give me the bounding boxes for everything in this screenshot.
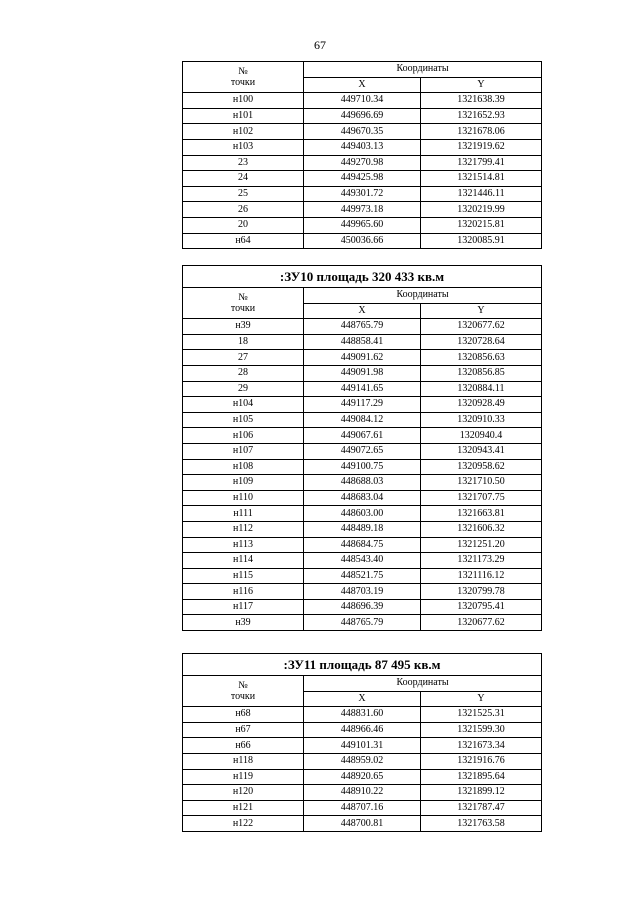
- number-sign: №: [238, 292, 248, 304]
- table-row: [183, 171, 542, 187]
- number-sign: №: [238, 66, 248, 78]
- coordinates-table-zu11: [182, 653, 542, 832]
- table-title: :ЗУ11 площадь 87 495 кв.м: [183, 654, 542, 676]
- y-coordinate: 1320219.99: [421, 202, 542, 218]
- table-row: [183, 365, 542, 381]
- point-id: н121: [183, 800, 304, 816]
- x-coordinate: 448966.46: [304, 722, 421, 738]
- table-row: [183, 108, 542, 124]
- x-coordinate: 449710.34: [304, 93, 421, 109]
- x-coordinate: 449091.62: [304, 350, 421, 366]
- y-coordinate: 1320928.49: [421, 397, 542, 413]
- point-id: н122: [183, 816, 304, 832]
- point-id: н39: [183, 319, 304, 335]
- y-coordinate: 1321673.34: [421, 738, 542, 754]
- table-row: [183, 186, 542, 202]
- point-id: 23: [183, 155, 304, 171]
- point-id: н101: [183, 108, 304, 124]
- x-coordinate: 448683.04: [304, 490, 421, 506]
- y-coordinate: 1320085.91: [421, 233, 542, 249]
- point-id: н105: [183, 412, 304, 428]
- table-row: [183, 233, 542, 249]
- x-coordinate: 448489.18: [304, 521, 421, 537]
- point-id: н118: [183, 753, 304, 769]
- y-coordinate: 1321116.12: [421, 568, 542, 584]
- y-coordinate: 1321525.31: [421, 707, 542, 723]
- y-coordinate: 1321895.64: [421, 769, 542, 785]
- table-header-row: [183, 288, 542, 304]
- x-coordinate: 448543.40: [304, 553, 421, 569]
- x-coordinate: 448910.22: [304, 785, 421, 801]
- x-coordinate: 449670.35: [304, 124, 421, 140]
- x-coordinate: 449425.98: [304, 171, 421, 187]
- point-id: 29: [183, 381, 304, 397]
- point-id: н68: [183, 707, 304, 723]
- x-coordinate: 449403.13: [304, 139, 421, 155]
- y-coordinate: 1321678.06: [421, 124, 542, 140]
- x-coordinate: 450036.66: [304, 233, 421, 249]
- table-row: [183, 738, 542, 754]
- y-header: Y: [421, 691, 542, 707]
- point-id: н67: [183, 722, 304, 738]
- table-row: [183, 381, 542, 397]
- y-header: Y: [421, 303, 542, 319]
- point-id: 20: [183, 217, 304, 233]
- point-id: н106: [183, 428, 304, 444]
- point-label: точки: [230, 691, 256, 703]
- table-title-row: [183, 266, 542, 288]
- x-coordinate: 448703.19: [304, 584, 421, 600]
- y-coordinate: 1320910.33: [421, 412, 542, 428]
- table-row: [183, 490, 542, 506]
- x-coordinate: 448688.03: [304, 475, 421, 491]
- table-header-row: [183, 676, 542, 692]
- x-coordinate: 449141.65: [304, 381, 421, 397]
- point-number-header: [183, 676, 304, 707]
- coordinates-table-1: [182, 61, 542, 249]
- point-id: н102: [183, 124, 304, 140]
- point-id: н112: [183, 521, 304, 537]
- x-coordinate: 449072.65: [304, 443, 421, 459]
- table-row: [183, 155, 542, 171]
- y-coordinate: 1321606.32: [421, 521, 542, 537]
- x-header: X: [304, 77, 421, 93]
- point-id: н64: [183, 233, 304, 249]
- table-row: [183, 553, 542, 569]
- table-row: [183, 800, 542, 816]
- table-row: [183, 217, 542, 233]
- y-coordinate: 1320958.62: [421, 459, 542, 475]
- y-coordinate: 1321916.76: [421, 753, 542, 769]
- x-header: X: [304, 303, 421, 319]
- y-coordinate: 1320215.81: [421, 217, 542, 233]
- point-id: 24: [183, 171, 304, 187]
- table-row: [183, 412, 542, 428]
- table-row: [183, 459, 542, 475]
- x-coordinate: 449101.31: [304, 738, 421, 754]
- x-coordinate: 448959.02: [304, 753, 421, 769]
- y-coordinate: 1320677.62: [421, 615, 542, 631]
- point-id: н107: [183, 443, 304, 459]
- table-row: [183, 397, 542, 413]
- point-label: точки: [230, 77, 256, 89]
- y-coordinate: 1321799.41: [421, 155, 542, 171]
- table-row: [183, 319, 542, 335]
- y-coordinate: 1320677.62: [421, 319, 542, 335]
- point-id: н108: [183, 459, 304, 475]
- x-coordinate: 448684.75: [304, 537, 421, 553]
- point-id: н103: [183, 139, 304, 155]
- x-coordinate: 449965.60: [304, 217, 421, 233]
- x-coordinate: 448707.16: [304, 800, 421, 816]
- point-id: н100: [183, 93, 304, 109]
- y-coordinate: 1321652.93: [421, 108, 542, 124]
- table-row: [183, 521, 542, 537]
- table-row: [183, 506, 542, 522]
- table-row: [183, 202, 542, 218]
- table-row: [183, 568, 542, 584]
- table-row: [183, 443, 542, 459]
- x-coordinate: 448700.81: [304, 816, 421, 832]
- x-coordinate: 448603.00: [304, 506, 421, 522]
- point-id: н115: [183, 568, 304, 584]
- table-row: [183, 816, 542, 832]
- table-row: [183, 615, 542, 631]
- table-header-row: [183, 62, 542, 78]
- x-coordinate: 448696.39: [304, 599, 421, 615]
- point-id: 26: [183, 202, 304, 218]
- coordinates-table-zu10: [182, 265, 542, 631]
- table-row: [183, 599, 542, 615]
- table-row: [183, 707, 542, 723]
- x-coordinate: 449270.98: [304, 155, 421, 171]
- x-coordinate: 449084.12: [304, 412, 421, 428]
- y-coordinate: 1321638.39: [421, 93, 542, 109]
- point-id: н120: [183, 785, 304, 801]
- y-coordinate: 1321787.47: [421, 800, 542, 816]
- number-sign: №: [238, 680, 248, 692]
- table-row: [183, 475, 542, 491]
- coordinates-header: Координаты: [304, 62, 542, 78]
- y-coordinate: 1320884.11: [421, 381, 542, 397]
- x-coordinate: 449067.61: [304, 428, 421, 444]
- table-row: [183, 350, 542, 366]
- y-header: Y: [421, 77, 542, 93]
- y-coordinate: 1321899.12: [421, 785, 542, 801]
- point-number-header: [183, 288, 304, 319]
- table-row: [183, 139, 542, 155]
- coordinates-header: Координаты: [304, 676, 542, 692]
- y-coordinate: 1320856.63: [421, 350, 542, 366]
- table-row: [183, 584, 542, 600]
- y-coordinate: 1321663.81: [421, 506, 542, 522]
- y-coordinate: 1320856.85: [421, 365, 542, 381]
- table-row: [183, 753, 542, 769]
- y-coordinate: 1321763.58: [421, 816, 542, 832]
- y-coordinate: 1320940.4: [421, 428, 542, 444]
- table-row: [183, 537, 542, 553]
- point-id: н109: [183, 475, 304, 491]
- point-id: н119: [183, 769, 304, 785]
- point-id: н39: [183, 615, 304, 631]
- coordinates-header: Координаты: [304, 288, 542, 304]
- y-coordinate: 1321599.30: [421, 722, 542, 738]
- point-id: н104: [183, 397, 304, 413]
- y-coordinate: 1321446.11: [421, 186, 542, 202]
- table-row: [183, 769, 542, 785]
- point-id: н116: [183, 584, 304, 600]
- x-coordinate: 449091.98: [304, 365, 421, 381]
- table-row: [183, 785, 542, 801]
- x-coordinate: 449301.72: [304, 186, 421, 202]
- table-row: [183, 124, 542, 140]
- table-row: [183, 428, 542, 444]
- y-coordinate: 1320799.78: [421, 584, 542, 600]
- table-row: [183, 722, 542, 738]
- table-title-row: [183, 654, 542, 676]
- x-coordinate: 448521.75: [304, 568, 421, 584]
- point-id: н66: [183, 738, 304, 754]
- point-id: н117: [183, 599, 304, 615]
- y-coordinate: 1321514.81: [421, 171, 542, 187]
- page-number: 67: [314, 38, 326, 52]
- table-title: :ЗУ10 площадь 320 433 кв.м: [183, 266, 542, 288]
- point-id: н111: [183, 506, 304, 522]
- point-id: н114: [183, 553, 304, 569]
- point-id: 18: [183, 334, 304, 350]
- point-label: точки: [230, 303, 256, 315]
- point-id: 28: [183, 365, 304, 381]
- y-coordinate: 1321710.50: [421, 475, 542, 491]
- x-coordinate: 449973.18: [304, 202, 421, 218]
- x-coordinate: 448831.60: [304, 707, 421, 723]
- y-coordinate: 1321919.62: [421, 139, 542, 155]
- x-coordinate: 449100.75: [304, 459, 421, 475]
- y-coordinate: 1321251.20: [421, 537, 542, 553]
- x-coordinate: 448920.65: [304, 769, 421, 785]
- point-number-header: [183, 62, 304, 93]
- y-coordinate: 1321173.29: [421, 553, 542, 569]
- y-coordinate: 1321707.75: [421, 490, 542, 506]
- point-id: 27: [183, 350, 304, 366]
- table-row: [183, 93, 542, 109]
- point-id: н113: [183, 537, 304, 553]
- table-row: [183, 334, 542, 350]
- x-coordinate: 448765.79: [304, 319, 421, 335]
- point-id: 25: [183, 186, 304, 202]
- y-coordinate: 1320795.41: [421, 599, 542, 615]
- x-coordinate: 448858.41: [304, 334, 421, 350]
- point-id: н110: [183, 490, 304, 506]
- y-coordinate: 1320728.64: [421, 334, 542, 350]
- x-coordinate: 449117.29: [304, 397, 421, 413]
- y-coordinate: 1320943.41: [421, 443, 542, 459]
- x-header: X: [304, 691, 421, 707]
- x-coordinate: 449696.69: [304, 108, 421, 124]
- x-coordinate: 448765.79: [304, 615, 421, 631]
